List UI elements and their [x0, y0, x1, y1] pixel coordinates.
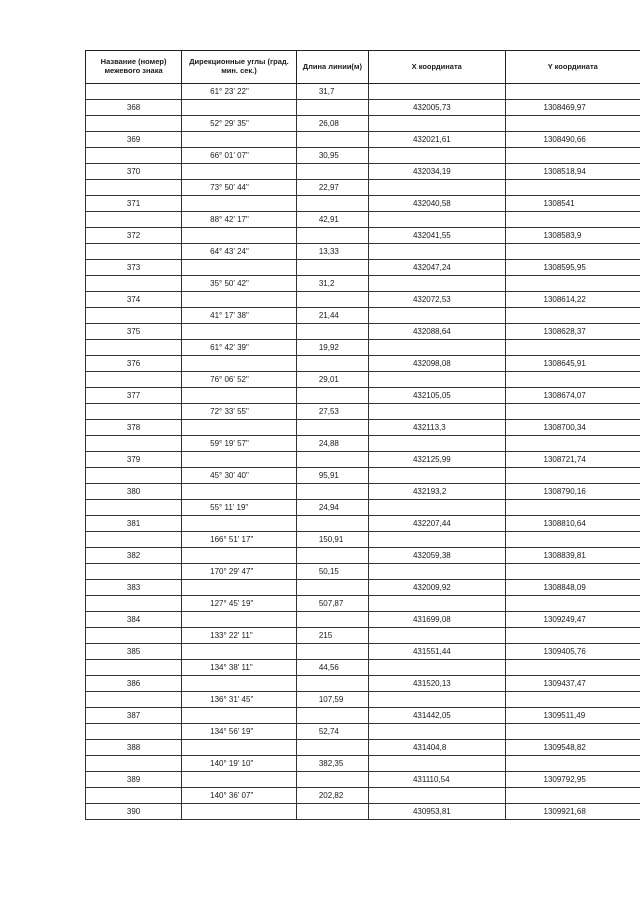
- line-length-cell: [296, 420, 368, 436]
- point-name-cell: [86, 756, 182, 772]
- y-coordinate-cell: [505, 180, 640, 196]
- x-coordinate-cell: [368, 116, 505, 132]
- point-row: [86, 676, 640, 692]
- direction-angle-cell: 127° 45' 19": [182, 596, 297, 612]
- y-coordinate-cell: 1309511,49: [505, 708, 640, 724]
- x-coordinate-cell: 432041,55: [368, 228, 505, 244]
- line-length-cell: 29,01: [296, 372, 368, 388]
- point-name-cell: [86, 180, 182, 196]
- table-header: [86, 51, 640, 84]
- point-row: [86, 740, 640, 756]
- segment-row: [86, 404, 640, 420]
- line-length-cell: [296, 100, 368, 116]
- direction-angle-cell: 52° 29' 35": [182, 116, 297, 132]
- x-coordinate-cell: [368, 212, 505, 228]
- direction-angle-cell: [182, 612, 297, 628]
- point-name-cell: [86, 436, 182, 452]
- y-coordinate-cell: 1308848,09: [505, 580, 640, 596]
- direction-angle-cell: [182, 196, 297, 212]
- y-coordinate-cell: 1309921,68: [505, 804, 640, 820]
- x-coordinate-cell: 432009,92: [368, 580, 505, 596]
- x-coordinate-cell: 432207,44: [368, 516, 505, 532]
- point-row: [86, 420, 640, 436]
- header-x: X координата: [368, 51, 505, 84]
- segment-row: [86, 628, 640, 644]
- point-name-cell: [86, 468, 182, 484]
- x-coordinate-cell: [368, 404, 505, 420]
- y-coordinate-cell: 1308790,16: [505, 484, 640, 500]
- point-name-cell: [86, 212, 182, 228]
- direction-angle-cell: 59° 19' 57": [182, 436, 297, 452]
- point-name-cell: 385: [86, 644, 182, 660]
- direction-angle-cell: [182, 228, 297, 244]
- y-coordinate-cell: [505, 596, 640, 612]
- point-row: [86, 580, 640, 596]
- line-length-cell: [296, 484, 368, 500]
- line-length-cell: 150,91: [296, 532, 368, 548]
- direction-angle-cell: 45° 30' 40": [182, 468, 297, 484]
- point-row: [86, 260, 640, 276]
- point-row: [86, 100, 640, 116]
- point-name-cell: [86, 500, 182, 516]
- direction-angle-cell: 35° 50' 42": [182, 276, 297, 292]
- segment-row: [86, 212, 640, 228]
- line-length-cell: [296, 516, 368, 532]
- line-length-cell: 21,44: [296, 308, 368, 324]
- line-length-cell: 42,91: [296, 212, 368, 228]
- point-name-cell: [86, 660, 182, 676]
- line-length-cell: [296, 452, 368, 468]
- line-length-cell: 31,7: [296, 84, 368, 100]
- direction-angle-cell: [182, 580, 297, 596]
- y-coordinate-cell: 1309405,76: [505, 644, 640, 660]
- point-row: [86, 804, 640, 820]
- point-row: [86, 772, 640, 788]
- y-coordinate-cell: 1309249,47: [505, 612, 640, 628]
- direction-angle-cell: 166° 51' 17": [182, 532, 297, 548]
- y-coordinate-cell: 1308490,66: [505, 132, 640, 148]
- x-coordinate-cell: 432125,99: [368, 452, 505, 468]
- line-length-cell: 19,92: [296, 340, 368, 356]
- x-coordinate-cell: 432005,73: [368, 100, 505, 116]
- segment-row: [86, 436, 640, 452]
- line-length-cell: 31,2: [296, 276, 368, 292]
- segment-row: [86, 372, 640, 388]
- segment-row: [86, 468, 640, 484]
- y-coordinate-cell: [505, 500, 640, 516]
- direction-angle-cell: 134° 56' 19": [182, 724, 297, 740]
- point-name-cell: 372: [86, 228, 182, 244]
- point-name-cell: 377: [86, 388, 182, 404]
- line-length-cell: [296, 772, 368, 788]
- line-length-cell: 27,53: [296, 404, 368, 420]
- direction-angle-cell: 134° 38' 11": [182, 660, 297, 676]
- point-name-cell: [86, 692, 182, 708]
- y-coordinate-cell: 1308518,94: [505, 164, 640, 180]
- x-coordinate-cell: 432047,24: [368, 260, 505, 276]
- direction-angle-cell: [182, 516, 297, 532]
- point-name-cell: [86, 276, 182, 292]
- point-name-cell: 378: [86, 420, 182, 436]
- x-coordinate-cell: 431404,8: [368, 740, 505, 756]
- point-name-cell: [86, 244, 182, 260]
- point-name-cell: [86, 148, 182, 164]
- x-coordinate-cell: 432098,08: [368, 356, 505, 372]
- segment-row: [86, 660, 640, 676]
- x-coordinate-cell: [368, 724, 505, 740]
- segment-row: [86, 84, 640, 100]
- y-coordinate-cell: 1308595,95: [505, 260, 640, 276]
- segment-row: [86, 116, 640, 132]
- line-length-cell: 24,94: [296, 500, 368, 516]
- point-row: [86, 388, 640, 404]
- line-length-cell: 202,82: [296, 788, 368, 804]
- y-coordinate-cell: [505, 756, 640, 772]
- point-name-cell: 376: [86, 356, 182, 372]
- y-coordinate-cell: 1309548,82: [505, 740, 640, 756]
- line-length-cell: 24,88: [296, 436, 368, 452]
- y-coordinate-cell: 1308541: [505, 196, 640, 212]
- point-name-cell: 374: [86, 292, 182, 308]
- point-name-cell: 369: [86, 132, 182, 148]
- point-name-cell: 371: [86, 196, 182, 212]
- header-length: Длина линии(м): [296, 51, 368, 84]
- point-row: [86, 548, 640, 564]
- line-length-cell: 30,95: [296, 148, 368, 164]
- line-length-cell: [296, 196, 368, 212]
- direction-angle-cell: 41° 17' 38": [182, 308, 297, 324]
- x-coordinate-cell: 431520,13: [368, 676, 505, 692]
- point-name-cell: 379: [86, 452, 182, 468]
- segment-row: [86, 756, 640, 772]
- point-row: [86, 196, 640, 212]
- y-coordinate-cell: [505, 116, 640, 132]
- line-length-cell: [296, 356, 368, 372]
- segment-row: [86, 692, 640, 708]
- x-coordinate-cell: 432072,53: [368, 292, 505, 308]
- point-name-cell: 375: [86, 324, 182, 340]
- point-name-cell: 382: [86, 548, 182, 564]
- x-coordinate-cell: [368, 468, 505, 484]
- line-length-cell: 95,91: [296, 468, 368, 484]
- segment-row: [86, 148, 640, 164]
- point-name-cell: 373: [86, 260, 182, 276]
- x-coordinate-cell: 432040,58: [368, 196, 505, 212]
- point-name-cell: [86, 308, 182, 324]
- direction-angle-cell: [182, 676, 297, 692]
- x-coordinate-cell: [368, 84, 505, 100]
- y-coordinate-cell: 1308583,9: [505, 228, 640, 244]
- coordinates-table: [85, 50, 640, 820]
- x-coordinate-cell: 431110,54: [368, 772, 505, 788]
- line-length-cell: [296, 804, 368, 820]
- point-name-cell: 386: [86, 676, 182, 692]
- point-name-cell: 383: [86, 580, 182, 596]
- point-row: [86, 516, 640, 532]
- header-name: Название (номер) межевого знака: [86, 51, 182, 84]
- y-coordinate-cell: [505, 532, 640, 548]
- point-name-cell: [86, 596, 182, 612]
- y-coordinate-cell: 1308721,74: [505, 452, 640, 468]
- header-row: [86, 51, 640, 84]
- point-name-cell: 384: [86, 612, 182, 628]
- x-coordinate-cell: [368, 532, 505, 548]
- y-coordinate-cell: [505, 84, 640, 100]
- line-length-cell: [296, 164, 368, 180]
- point-name-cell: 387: [86, 708, 182, 724]
- point-row: [86, 644, 640, 660]
- x-coordinate-cell: 430953,81: [368, 804, 505, 820]
- direction-angle-cell: [182, 740, 297, 756]
- x-coordinate-cell: [368, 596, 505, 612]
- direction-angle-cell: 66° 01' 07": [182, 148, 297, 164]
- point-row: [86, 356, 640, 372]
- y-coordinate-cell: [505, 244, 640, 260]
- line-length-cell: [296, 708, 368, 724]
- x-coordinate-cell: [368, 436, 505, 452]
- x-coordinate-cell: 432034,19: [368, 164, 505, 180]
- point-row: [86, 132, 640, 148]
- y-coordinate-cell: [505, 308, 640, 324]
- direction-angle-cell: [182, 420, 297, 436]
- point-name-cell: 380: [86, 484, 182, 500]
- line-length-cell: [296, 548, 368, 564]
- x-coordinate-cell: [368, 340, 505, 356]
- y-coordinate-cell: [505, 276, 640, 292]
- point-row: [86, 484, 640, 500]
- y-coordinate-cell: 1308469,97: [505, 100, 640, 116]
- point-name-cell: [86, 628, 182, 644]
- y-coordinate-cell: 1309437,47: [505, 676, 640, 692]
- point-name-cell: 370: [86, 164, 182, 180]
- x-coordinate-cell: [368, 660, 505, 676]
- direction-angle-cell: [182, 772, 297, 788]
- segment-row: [86, 308, 640, 324]
- y-coordinate-cell: 1308810,64: [505, 516, 640, 532]
- x-coordinate-cell: [368, 180, 505, 196]
- x-coordinate-cell: [368, 788, 505, 804]
- direction-angle-cell: [182, 132, 297, 148]
- x-coordinate-cell: 431699,08: [368, 612, 505, 628]
- point-name-cell: 390: [86, 804, 182, 820]
- point-name-cell: [86, 372, 182, 388]
- point-row: [86, 452, 640, 468]
- direction-angle-cell: [182, 548, 297, 564]
- direction-angle-cell: [182, 644, 297, 660]
- direction-angle-cell: 76° 06' 52": [182, 372, 297, 388]
- point-row: [86, 612, 640, 628]
- x-coordinate-cell: 432021,61: [368, 132, 505, 148]
- line-length-cell: 22,97: [296, 180, 368, 196]
- line-length-cell: 26,08: [296, 116, 368, 132]
- line-length-cell: 382,35: [296, 756, 368, 772]
- line-length-cell: [296, 324, 368, 340]
- x-coordinate-cell: [368, 372, 505, 388]
- point-name-cell: [86, 404, 182, 420]
- x-coordinate-cell: [368, 148, 505, 164]
- direction-angle-cell: [182, 100, 297, 116]
- point-row: [86, 324, 640, 340]
- y-coordinate-cell: [505, 788, 640, 804]
- segment-row: [86, 532, 640, 548]
- x-coordinate-cell: 432059,38: [368, 548, 505, 564]
- header-y: Y координата: [505, 51, 640, 84]
- header-angle: Дирекционные углы (град. мин. сек.): [182, 51, 297, 84]
- line-length-cell: 507,87: [296, 596, 368, 612]
- y-coordinate-cell: 1308614,22: [505, 292, 640, 308]
- line-length-cell: [296, 676, 368, 692]
- y-coordinate-cell: 1308645,91: [505, 356, 640, 372]
- direction-angle-cell: [182, 452, 297, 468]
- line-length-cell: [296, 388, 368, 404]
- line-length-cell: [296, 740, 368, 756]
- x-coordinate-cell: 432105,05: [368, 388, 505, 404]
- line-length-cell: [296, 612, 368, 628]
- point-name-cell: [86, 116, 182, 132]
- direction-angle-cell: 61° 42' 39": [182, 340, 297, 356]
- segment-row: [86, 724, 640, 740]
- y-coordinate-cell: [505, 404, 640, 420]
- direction-angle-cell: 133° 22' 11": [182, 628, 297, 644]
- point-name-cell: 368: [86, 100, 182, 116]
- table-body: [86, 84, 640, 820]
- y-coordinate-cell: [505, 212, 640, 228]
- line-length-cell: [296, 644, 368, 660]
- segment-row: [86, 244, 640, 260]
- direction-angle-cell: 55° 11' 19": [182, 500, 297, 516]
- point-row: [86, 164, 640, 180]
- y-coordinate-cell: [505, 564, 640, 580]
- x-coordinate-cell: [368, 628, 505, 644]
- y-coordinate-cell: [505, 436, 640, 452]
- point-row: [86, 292, 640, 308]
- direction-angle-cell: 88° 42' 17": [182, 212, 297, 228]
- y-coordinate-cell: 1308839,81: [505, 548, 640, 564]
- x-coordinate-cell: 432113,3: [368, 420, 505, 436]
- x-coordinate-cell: 432088,64: [368, 324, 505, 340]
- segment-row: [86, 564, 640, 580]
- line-length-cell: [296, 260, 368, 276]
- line-length-cell: 13,33: [296, 244, 368, 260]
- point-name-cell: [86, 340, 182, 356]
- direction-angle-cell: [182, 388, 297, 404]
- direction-angle-cell: 73° 50' 44": [182, 180, 297, 196]
- x-coordinate-cell: 431551,44: [368, 644, 505, 660]
- x-coordinate-cell: [368, 500, 505, 516]
- y-coordinate-cell: [505, 692, 640, 708]
- point-name-cell: [86, 532, 182, 548]
- segment-row: [86, 596, 640, 612]
- y-coordinate-cell: 1309792,95: [505, 772, 640, 788]
- x-coordinate-cell: 432193,2: [368, 484, 505, 500]
- x-coordinate-cell: [368, 692, 505, 708]
- direction-angle-cell: 140° 36' 07": [182, 788, 297, 804]
- direction-angle-cell: 170° 29' 47": [182, 564, 297, 580]
- direction-angle-cell: 64° 43' 24": [182, 244, 297, 260]
- direction-angle-cell: [182, 708, 297, 724]
- y-coordinate-cell: [505, 660, 640, 676]
- line-length-cell: [296, 228, 368, 244]
- segment-row: [86, 276, 640, 292]
- segment-row: [86, 340, 640, 356]
- segment-row: [86, 180, 640, 196]
- line-length-cell: 107,59: [296, 692, 368, 708]
- line-length-cell: [296, 292, 368, 308]
- x-coordinate-cell: [368, 244, 505, 260]
- line-length-cell: 50,15: [296, 564, 368, 580]
- segment-row: [86, 788, 640, 804]
- x-coordinate-cell: [368, 564, 505, 580]
- y-coordinate-cell: [505, 628, 640, 644]
- y-coordinate-cell: [505, 148, 640, 164]
- line-length-cell: 44,56: [296, 660, 368, 676]
- y-coordinate-cell: [505, 468, 640, 484]
- direction-angle-cell: 140° 19' 10": [182, 756, 297, 772]
- x-coordinate-cell: [368, 276, 505, 292]
- point-name-cell: [86, 724, 182, 740]
- point-row: [86, 708, 640, 724]
- direction-angle-cell: [182, 292, 297, 308]
- line-length-cell: 52,74: [296, 724, 368, 740]
- direction-angle-cell: [182, 804, 297, 820]
- line-length-cell: [296, 580, 368, 596]
- line-length-cell: [296, 132, 368, 148]
- point-name-cell: 381: [86, 516, 182, 532]
- x-coordinate-cell: [368, 756, 505, 772]
- point-name-cell: 389: [86, 772, 182, 788]
- y-coordinate-cell: [505, 372, 640, 388]
- y-coordinate-cell: 1308674,07: [505, 388, 640, 404]
- point-name-cell: [86, 564, 182, 580]
- y-coordinate-cell: [505, 724, 640, 740]
- direction-angle-cell: [182, 260, 297, 276]
- line-length-cell: 215: [296, 628, 368, 644]
- point-name-cell: 388: [86, 740, 182, 756]
- x-coordinate-cell: 431442,05: [368, 708, 505, 724]
- direction-angle-cell: [182, 484, 297, 500]
- direction-angle-cell: 61° 23' 22": [182, 84, 297, 100]
- y-coordinate-cell: 1308700,34: [505, 420, 640, 436]
- direction-angle-cell: [182, 164, 297, 180]
- y-coordinate-cell: [505, 340, 640, 356]
- y-coordinate-cell: 1308628,37: [505, 324, 640, 340]
- point-row: [86, 228, 640, 244]
- point-name-cell: [86, 788, 182, 804]
- direction-angle-cell: [182, 356, 297, 372]
- segment-row: [86, 500, 640, 516]
- direction-angle-cell: [182, 324, 297, 340]
- x-coordinate-cell: [368, 308, 505, 324]
- direction-angle-cell: 72° 33' 55": [182, 404, 297, 420]
- point-name-cell: [86, 84, 182, 100]
- direction-angle-cell: 136° 31' 45": [182, 692, 297, 708]
